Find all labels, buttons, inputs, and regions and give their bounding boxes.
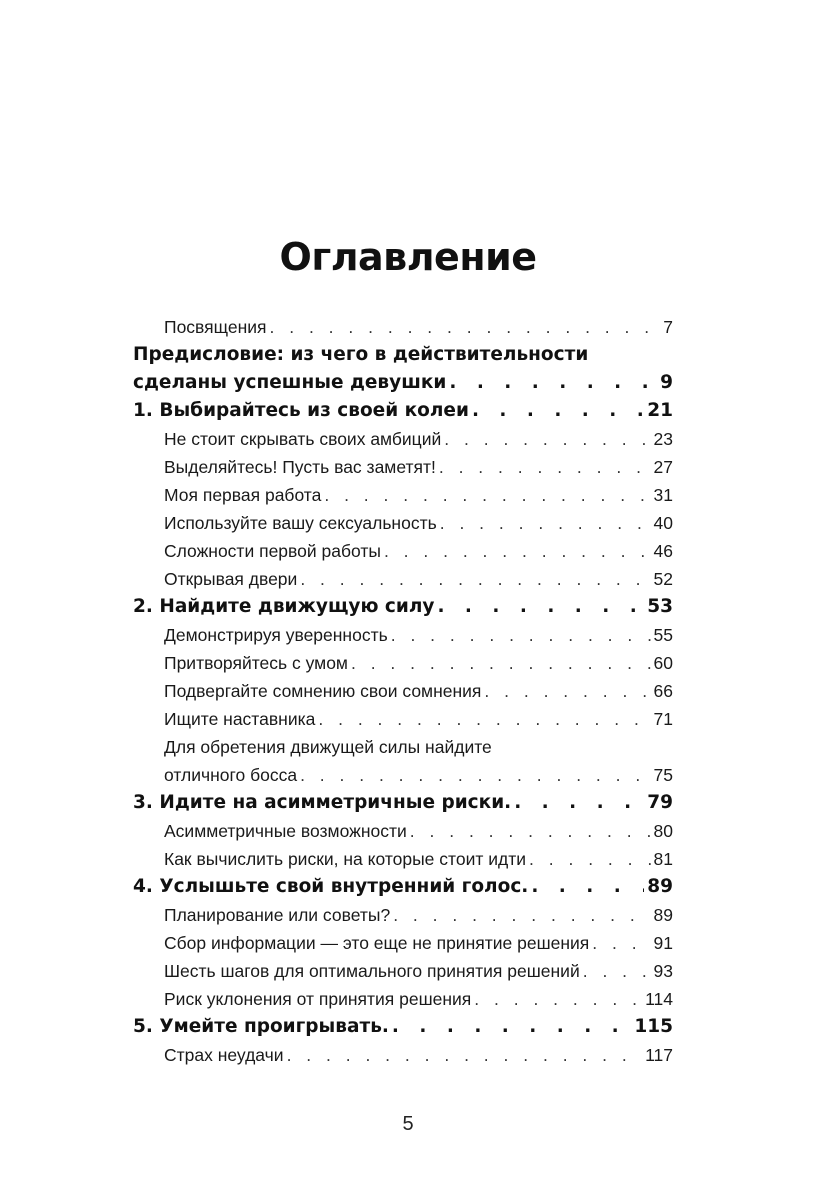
dot-leader xyxy=(384,537,651,565)
toc-entry-label: Асимметричные возможности xyxy=(164,821,407,841)
toc-entry[interactable] xyxy=(133,397,673,425)
toc-entry[interactable] xyxy=(133,929,673,957)
toc-entry-label: Как вычислить риски, на которые стоит идти xyxy=(164,849,527,869)
toc-entry-label: Используйте вашу сексуальность xyxy=(164,513,437,533)
dot-leader xyxy=(300,761,650,789)
toc-entry-page: 93 xyxy=(653,961,673,981)
toc-entry-row xyxy=(133,425,673,453)
toc-entry[interactable] xyxy=(133,481,673,509)
toc-entry[interactable] xyxy=(133,733,673,789)
toc-entry-row xyxy=(133,845,673,873)
dot-leader xyxy=(318,705,650,733)
toc-entry-row xyxy=(133,817,673,845)
toc-entry-row xyxy=(133,677,673,705)
toc-entry-page: 115 xyxy=(634,1016,673,1037)
toc-entry[interactable] xyxy=(133,565,673,593)
toc-entry[interactable] xyxy=(133,621,673,649)
dot-leader xyxy=(474,985,642,1013)
dot-leader xyxy=(529,845,651,873)
toc-entry-label: 4. Услышьте свой внутренний голос. xyxy=(133,876,529,897)
dot-leader xyxy=(351,649,651,677)
dot-leader xyxy=(449,369,657,397)
toc-entry-row xyxy=(133,985,673,1013)
dot-leader xyxy=(440,509,651,537)
dot-leader xyxy=(437,593,644,621)
toc-entry-row xyxy=(133,1041,673,1069)
dot-leader xyxy=(287,1041,643,1069)
toc-entry-row xyxy=(133,397,673,425)
toc-entry-label: 2. Найдите движущую силу xyxy=(133,596,435,617)
toc-entry-row xyxy=(133,369,673,397)
toc-entry[interactable] xyxy=(133,425,673,453)
toc-entry[interactable] xyxy=(133,873,673,901)
toc-entry-label: Сбор информации — это еще не принятие решения xyxy=(164,933,590,953)
toc-entry-page: 55 xyxy=(653,625,673,645)
toc-entry-label-line1: Для обретения движущей силы найдите xyxy=(164,737,492,757)
toc-entry-row xyxy=(133,1013,673,1041)
toc-entry-page: 66 xyxy=(653,681,673,701)
toc-entry-row xyxy=(133,537,673,565)
toc-entry-label: Сложности первой работы xyxy=(164,541,381,561)
dot-leader xyxy=(472,397,644,425)
dot-leader xyxy=(531,873,644,901)
toc-entry-label: Выделяйтесь! Пусть вас заметят! xyxy=(164,457,436,477)
dot-leader xyxy=(514,789,644,817)
dot-leader xyxy=(439,453,651,481)
toc-entry-page: 71 xyxy=(653,709,673,729)
toc-entry-label: отличного босса xyxy=(164,765,298,785)
toc-entry-row xyxy=(133,313,673,341)
toc-entry-page: 27 xyxy=(653,457,673,477)
toc-entry-label: Посвящения xyxy=(164,317,267,337)
toc-entry-label: Притворяйтесь с умом xyxy=(164,653,348,673)
toc-entry-row xyxy=(133,901,673,929)
toc-entry-row xyxy=(133,453,673,481)
toc-entry[interactable] xyxy=(133,845,673,873)
toc-entry-label: 5. Умейте проигрывать. xyxy=(133,1016,389,1037)
toc-entry[interactable] xyxy=(133,537,673,565)
toc-entry-page: 81 xyxy=(653,849,673,869)
dot-leader xyxy=(324,481,650,509)
toc-entry[interactable] xyxy=(133,593,673,621)
toc-entry-page: 40 xyxy=(653,513,673,533)
toc-entry-row xyxy=(133,621,673,649)
toc-entry-label: Демонстрируя уверенность xyxy=(164,625,388,645)
toc-entry-row xyxy=(133,509,673,537)
toc-entry-label: Страх неудачи xyxy=(164,1045,284,1065)
toc-entry-label: 1. Выбирайтесь из своей колеи xyxy=(133,400,469,421)
dot-leader xyxy=(592,929,650,957)
toc-entry-row xyxy=(133,957,673,985)
toc-entry-page: 79 xyxy=(647,792,673,813)
toc-entry-label: Планирование или советы? xyxy=(164,905,391,925)
toc-entry-page: 23 xyxy=(653,429,673,449)
page-number: 5 xyxy=(402,1113,414,1135)
toc-entry[interactable] xyxy=(133,789,673,817)
toc-entry-row xyxy=(133,929,673,957)
dot-leader xyxy=(444,425,650,453)
dot-leader xyxy=(300,565,650,593)
toc-entry-page: 31 xyxy=(653,485,673,505)
dot-leader xyxy=(270,313,661,341)
toc-entry-label: Подвергайте сомнению свои сомнения xyxy=(164,681,482,701)
toc-entry-row xyxy=(133,789,673,817)
toc-entry-page: 80 xyxy=(653,821,673,841)
toc-entry-row xyxy=(133,761,673,789)
toc-entry-label: 3. Идите на асимметричные риски. xyxy=(133,792,512,813)
toc-entry[interactable] xyxy=(133,985,673,1013)
toc-entry-row xyxy=(133,593,673,621)
toc-entry-page: 114 xyxy=(645,989,673,1009)
toc-entry-page: 89 xyxy=(647,876,673,897)
toc-entry-row xyxy=(133,705,673,733)
toc-entry-page: 91 xyxy=(653,933,673,953)
page-title: Оглавление xyxy=(279,235,537,279)
toc-entry-label: сделаны успешные девушки xyxy=(133,372,447,393)
dot-leader xyxy=(392,1013,631,1041)
toc-entry-page: 7 xyxy=(663,317,673,337)
dot-leader xyxy=(391,621,651,649)
toc-entry-label: Ищите наставника xyxy=(164,709,316,729)
toc-entry-label: Моя первая работа xyxy=(164,485,322,505)
toc-entry-label: Шесть шагов для оптимального принятия решений xyxy=(164,961,580,981)
toc-entry-row xyxy=(133,873,673,901)
toc-entry-page: 46 xyxy=(653,541,673,561)
toc-entry[interactable] xyxy=(133,649,673,677)
toc-entry-page: 21 xyxy=(647,400,673,421)
toc-entry[interactable] xyxy=(133,817,673,845)
toc-entry-page: 117 xyxy=(645,1045,673,1065)
toc-entry-label-line1: Предисловие: из чего в действительности xyxy=(133,344,589,365)
toc-entry-page: 53 xyxy=(647,596,673,617)
toc-entry[interactable] xyxy=(133,313,673,341)
dot-leader xyxy=(583,957,651,985)
toc-entry-row xyxy=(133,481,673,509)
toc-entry[interactable] xyxy=(133,453,673,481)
toc-entry[interactable] xyxy=(133,957,673,985)
toc-entry-page: 89 xyxy=(653,905,673,925)
dot-leader xyxy=(484,677,650,705)
toc-entry[interactable] xyxy=(133,509,673,537)
toc-entry[interactable] xyxy=(133,677,673,705)
toc-entry-page: 9 xyxy=(660,372,673,393)
toc-entry-label: Не стоит скрывать своих амбиций xyxy=(164,429,442,449)
toc-entry-page: 75 xyxy=(653,765,673,785)
toc-entry[interactable] xyxy=(133,901,673,929)
toc-entry-row xyxy=(133,649,673,677)
toc-entry-row xyxy=(133,565,673,593)
toc-entry-label: Открывая двери xyxy=(164,569,298,589)
dot-leader xyxy=(393,901,650,929)
toc-entry[interactable] xyxy=(133,1013,673,1041)
toc-entry-label: Риск уклонения от принятия решения xyxy=(164,989,472,1009)
dot-leader xyxy=(410,817,651,845)
table-of-contents xyxy=(133,313,673,1069)
toc-entry[interactable] xyxy=(133,705,673,733)
toc-entry[interactable] xyxy=(133,1041,673,1069)
toc-entry-page: 52 xyxy=(653,569,673,589)
toc-entry[interactable] xyxy=(133,341,673,397)
toc-entry-page: 60 xyxy=(653,653,673,673)
